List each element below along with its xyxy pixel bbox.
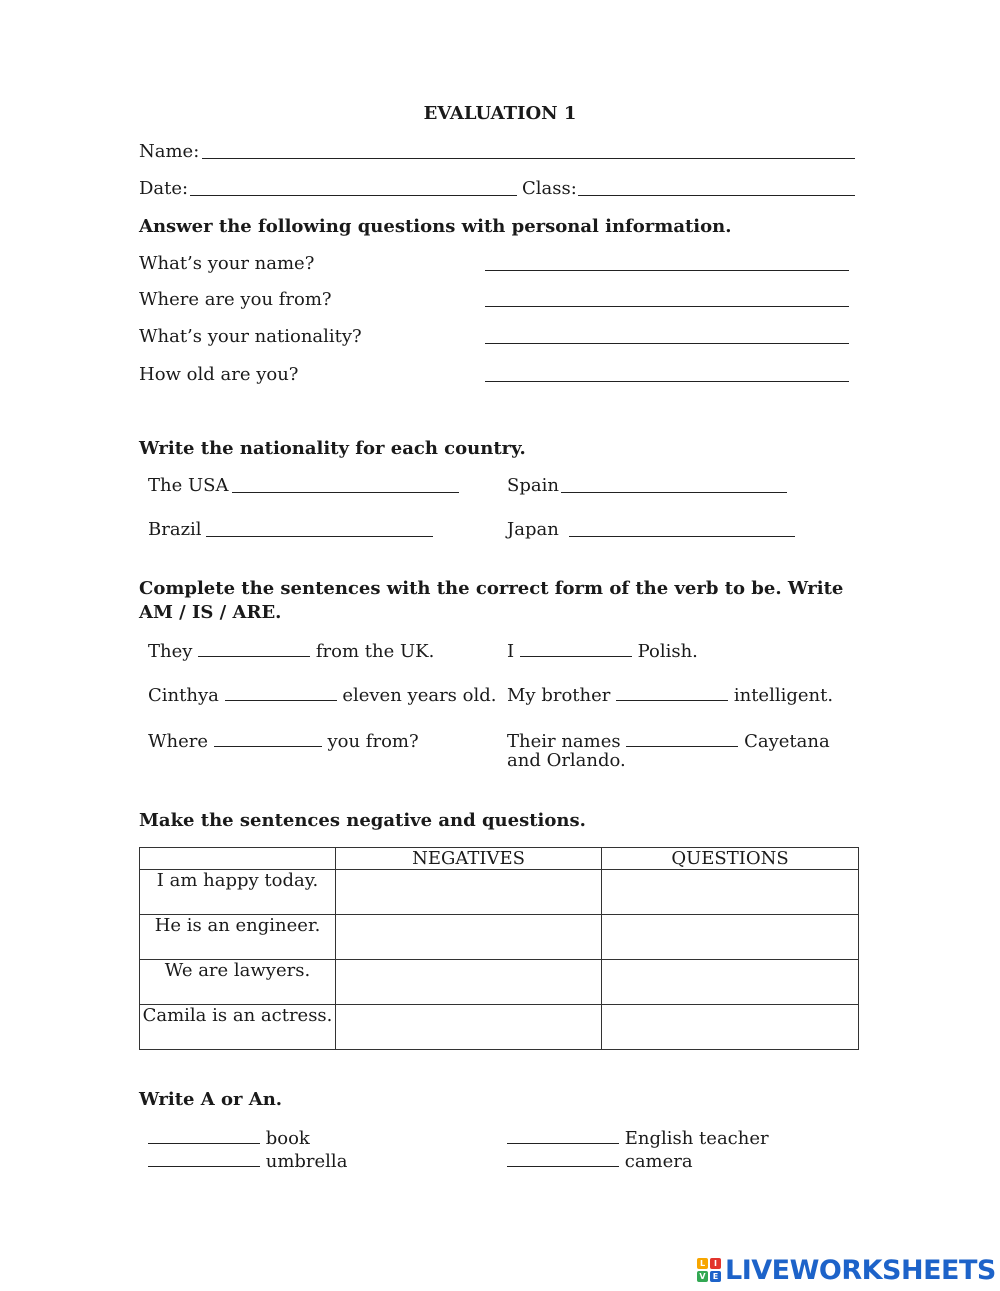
table-row-sentence: We are lawyers. <box>140 960 336 1005</box>
sentence-6-before: Their names <box>507 731 621 752</box>
nationality-brazil-field[interactable] <box>206 536 433 537</box>
answer-from-field[interactable] <box>485 306 849 307</box>
question-answer-cell[interactable] <box>602 1005 859 1050</box>
table-header-blank <box>140 848 336 870</box>
section2-heading: Write the nationality for each country. <box>139 438 526 459</box>
question-name: What’s your name? <box>139 253 315 274</box>
sentence-1-blank[interactable] <box>198 639 310 657</box>
question-answer-cell[interactable] <box>602 915 859 960</box>
table-row-sentence: He is an engineer. <box>140 915 336 960</box>
answer-age-field[interactable] <box>485 381 849 382</box>
sentence-3 <box>148 683 496 707</box>
article-item-english-teacher <box>507 1126 769 1150</box>
negative-answer-cell[interactable] <box>336 870 602 915</box>
country-usa: The USA <box>148 475 229 496</box>
sentence-2-blank[interactable] <box>520 639 632 657</box>
negative-answer-cell[interactable] <box>336 1005 602 1050</box>
table-row <box>140 960 859 1005</box>
article-blank-book[interactable] <box>148 1126 260 1144</box>
answer-name-field[interactable] <box>485 270 849 271</box>
table-header-negatives: NEGATIVES <box>336 848 602 870</box>
liveworksheets-logo <box>697 1255 996 1285</box>
sentence-6-after: Cayetana <box>744 731 830 752</box>
question-from: Where are you from? <box>139 289 332 310</box>
logo-mark-icon <box>697 1258 721 1282</box>
logo-block-i: I <box>710 1258 721 1269</box>
sentence-4 <box>507 683 833 707</box>
sentence-4-after: intelligent. <box>733 685 834 706</box>
sentence-5-blank[interactable] <box>214 729 322 747</box>
nationality-usa-field[interactable] <box>232 492 459 493</box>
sentence-4-blank[interactable] <box>616 683 728 701</box>
sentence-5 <box>148 729 419 753</box>
class-label: Class: <box>522 178 577 199</box>
section3-heading-line1: Complete the sentences with the correct form of the verb to be. Write <box>139 578 844 599</box>
section4-heading: Make the sentences negative and questions. <box>139 810 586 831</box>
date-field[interactable] <box>190 195 517 196</box>
question-answer-cell[interactable] <box>602 870 859 915</box>
section5-heading: Write A or An. <box>139 1089 283 1110</box>
table-row-sentence: I am happy today. <box>140 870 336 915</box>
article-blank-camera[interactable] <box>507 1149 619 1167</box>
article-blank-umbrella[interactable] <box>148 1149 260 1167</box>
article-item-umbrella <box>148 1149 347 1173</box>
country-japan: Japan <box>507 519 559 540</box>
sentence-1-after: from the UK. <box>315 641 435 662</box>
page-title: EVALUATION 1 <box>423 103 577 124</box>
article-word-english-teacher: English teacher <box>624 1128 769 1149</box>
question-answer-cell[interactable] <box>602 960 859 1005</box>
article-item-camera <box>507 1149 693 1173</box>
country-brazil: Brazil <box>148 519 202 540</box>
section3-heading-line2: AM / IS / ARE. <box>139 602 282 623</box>
sentence-3-before: Cinthya <box>148 685 219 706</box>
table-row-sentence: Camila is an actress. <box>140 1005 336 1050</box>
sentence-2 <box>507 639 698 663</box>
class-field[interactable] <box>578 195 855 196</box>
negative-answer-cell[interactable] <box>336 960 602 1005</box>
table-row <box>140 1005 859 1050</box>
table-row <box>140 915 859 960</box>
sentence-4-before: My brother <box>507 685 611 706</box>
logo-block-e: E <box>710 1271 721 1282</box>
date-label: Date: <box>139 178 189 199</box>
article-blank-english-teacher[interactable] <box>507 1126 619 1144</box>
article-word-umbrella: umbrella <box>265 1151 348 1172</box>
answer-nationality-field[interactable] <box>485 343 849 344</box>
table-row <box>140 870 859 915</box>
logo-text: LIVEWORKSHEETS <box>725 1254 996 1286</box>
negative-answer-cell[interactable] <box>336 915 602 960</box>
sentence-1-before: They <box>148 641 193 662</box>
sentence-5-after: you from? <box>327 731 419 752</box>
article-item-book <box>148 1126 310 1150</box>
country-spain: Spain <box>507 475 559 496</box>
nationality-spain-field[interactable] <box>561 492 787 493</box>
table-header-questions: QUESTIONS <box>602 848 859 870</box>
question-nationality: What’s your nationality? <box>139 326 362 347</box>
sentence-5-before: Where <box>148 731 209 752</box>
nationality-japan-field[interactable] <box>569 536 795 537</box>
sentence-2-before: I <box>507 641 515 662</box>
sentence-6-continuation: and Orlando. <box>507 750 626 771</box>
sentence-3-after: eleven years old. <box>342 685 497 706</box>
name-field[interactable] <box>202 158 855 159</box>
section1-heading: Answer the following questions with personal information. <box>139 216 732 237</box>
table-header-row <box>140 848 859 870</box>
sentence-1 <box>148 639 434 663</box>
question-age: How old are you? <box>139 364 299 385</box>
article-word-book: book <box>265 1128 310 1149</box>
sentence-2-after: Polish. <box>637 641 698 662</box>
name-label: Name: <box>139 141 200 162</box>
logo-block-v: V <box>697 1271 708 1282</box>
logo-block-l: L <box>697 1258 708 1269</box>
sentence-6-blank[interactable] <box>626 729 738 747</box>
article-word-camera: camera <box>624 1151 693 1172</box>
negatives-questions-table <box>139 847 859 1050</box>
sentence-3-blank[interactable] <box>225 683 337 701</box>
